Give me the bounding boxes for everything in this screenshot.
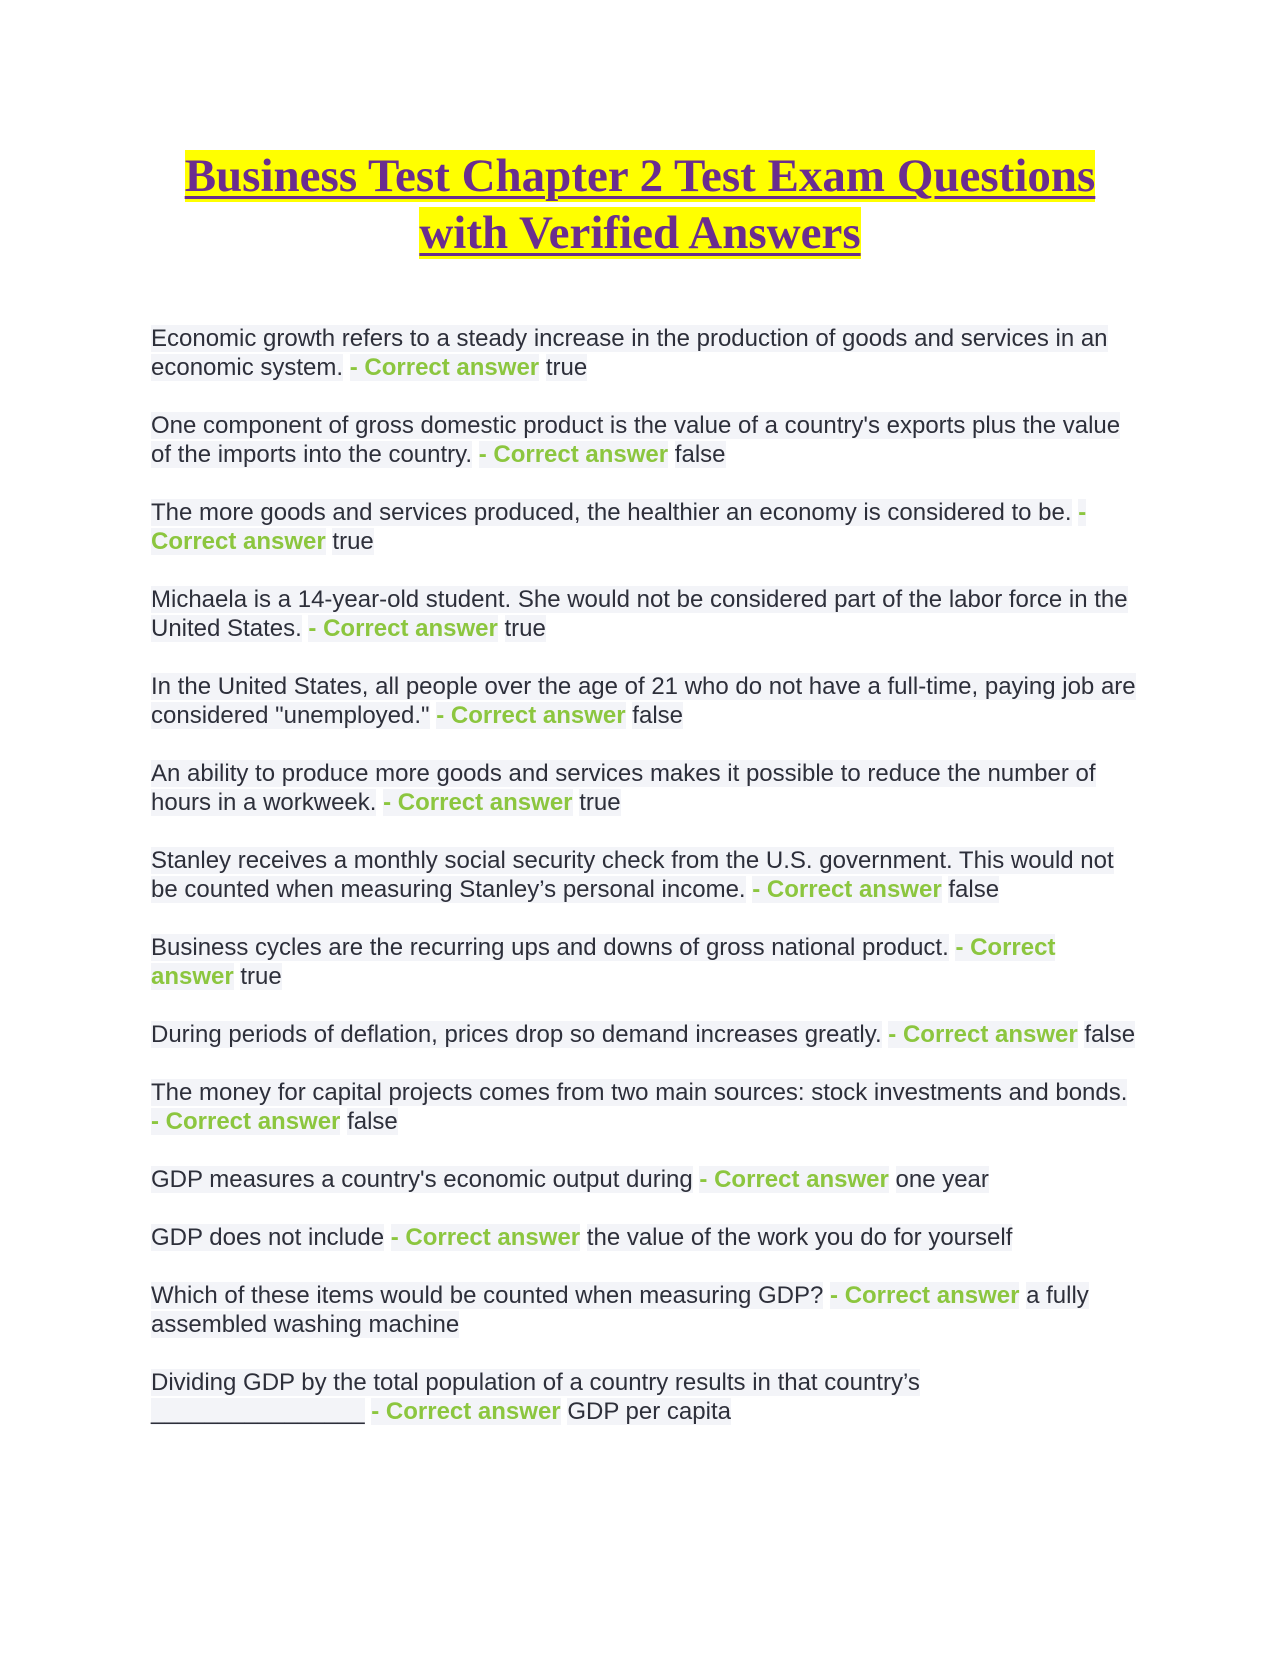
answer-text: GDP per capita (567, 1398, 731, 1425)
answer-text: false (1084, 1021, 1136, 1048)
correct-answer-marker: - Correct answer (151, 934, 1056, 990)
qa-item (151, 672, 1136, 730)
question-text: GDP measures a country's economic output during (151, 1166, 693, 1193)
question-text: Economic growth refers to a steady increase in the production of goods and services in an economic system. (151, 325, 1108, 381)
answer-text: a fully assembled washing machine (151, 1282, 1089, 1338)
correct-answer-marker: - Correct answer (349, 354, 540, 381)
answer-text: false (632, 702, 683, 729)
correct-answer-marker: - Correct answer (371, 1398, 561, 1425)
answer-text: one year (895, 1166, 989, 1193)
answer-text: true (332, 528, 374, 555)
qa-item (151, 1368, 1136, 1426)
answer-text: false (948, 876, 1000, 903)
question-text: Which of these items would be counted when measuring GDP? (151, 1282, 824, 1309)
correct-answer-marker: - Correct answer (383, 789, 573, 816)
qa-item (151, 1223, 1136, 1252)
correct-answer-marker: - Correct answer (478, 441, 669, 468)
qa-item (151, 585, 1136, 643)
correct-answer-marker: - Correct answer (830, 1282, 1020, 1309)
correct-answer-marker: - Correct answer (151, 499, 1087, 555)
answer-text: false (347, 1108, 398, 1135)
question-text: One component of gross domestic product is the value of a country's exports plus the value of the imports into the country. (151, 412, 1121, 468)
question-text: Dividing GDP by the total population of a country results in that country’s ________________ (151, 1369, 920, 1425)
correct-answer-marker: - Correct answer (752, 876, 942, 903)
title-line-2: with Verified Answers (419, 207, 861, 259)
qa-item (151, 498, 1136, 556)
qa-item (151, 1165, 1136, 1194)
answer-text: true (504, 615, 546, 642)
qa-item (151, 933, 1136, 991)
qa-item (151, 846, 1136, 904)
question-text: GDP does not include (151, 1224, 385, 1251)
question-text: The more goods and services produced, the healthier an economy is considered to be. (151, 499, 1072, 526)
qa-item (151, 1020, 1136, 1049)
qa-item (151, 1078, 1136, 1136)
answer-text: true (545, 354, 588, 381)
answer-text: the value of the work you do for yourself (586, 1224, 1013, 1251)
question-text: Michaela is a 14-year-old student. She would not be considered part of the labor force in the United States. (151, 586, 1128, 642)
question-text: In the United States, all people over the age of 21 who do not have a full-time, paying job are considered "unemployed." (151, 673, 1136, 729)
question-text: An ability to produce more goods and services makes it possible to reduce the number of hours in a workweek. (151, 760, 1096, 816)
correct-answer-marker: - Correct answer (308, 615, 498, 642)
question-answer-list (151, 324, 1136, 1455)
document-title (150, 148, 1130, 262)
answer-text: false (674, 441, 726, 468)
question-text: During periods of deflation, prices drop so demand increases greatly. (151, 1021, 882, 1048)
correct-answer-marker: - Correct answer (436, 702, 626, 729)
correct-answer-marker: - Correct answer (699, 1166, 889, 1193)
qa-item (151, 324, 1136, 382)
question-text: Business cycles are the recurring ups and downs of gross national product. (151, 934, 949, 961)
qa-item (151, 759, 1136, 817)
question-text: Stanley receives a monthly social security check from the U.S. government. This would not be counted when measuring Stanley’s personal income. (151, 847, 1114, 903)
answer-text: true (579, 789, 621, 816)
answer-text: true (240, 963, 282, 990)
qa-item (151, 411, 1136, 469)
question-text: The money for capital projects comes from two main sources: stock investments and bonds. (151, 1079, 1128, 1106)
correct-answer-marker: - Correct answer (390, 1224, 581, 1251)
correct-answer-marker: - Correct answer (888, 1021, 1078, 1048)
qa-item (151, 1281, 1136, 1339)
title-line-1: Business Test Chapter 2 Test Exam Questions (184, 150, 1096, 202)
correct-answer-marker: - Correct answer (151, 1108, 341, 1135)
